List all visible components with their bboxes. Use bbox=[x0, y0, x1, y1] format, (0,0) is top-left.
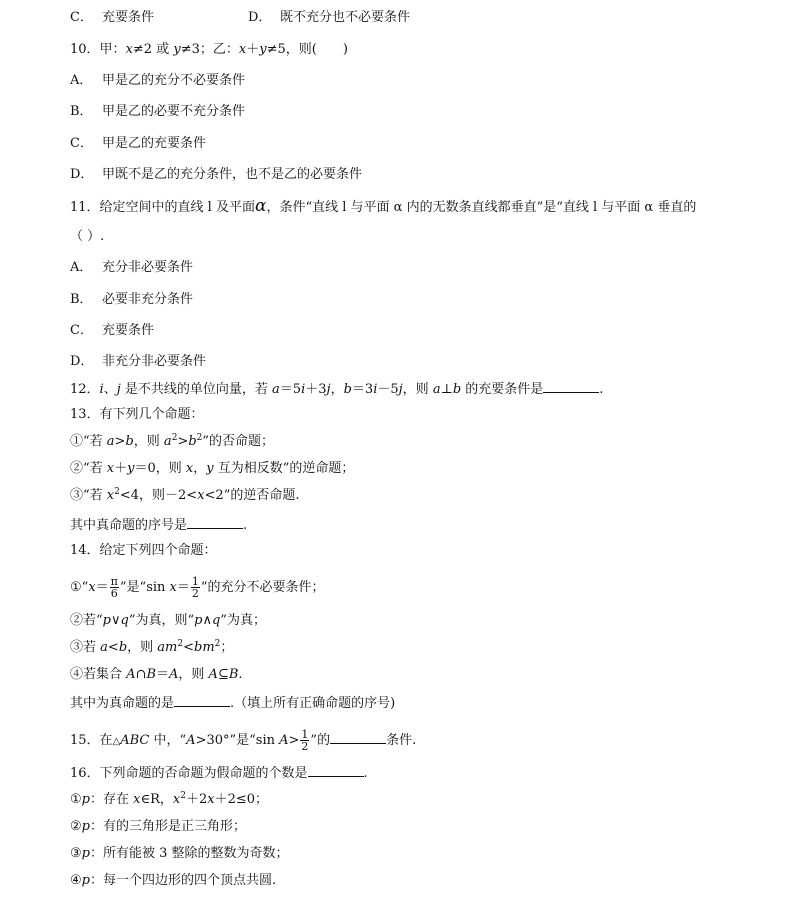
text-fragment: 13．有下列几个命题： bbox=[70, 407, 204, 422]
text-fragment: x bbox=[88, 580, 96, 595]
q11-option-b bbox=[70, 292, 193, 308]
q14-title bbox=[70, 543, 217, 559]
text-fragment: a bbox=[432, 382, 441, 397]
q13-item-2 bbox=[70, 461, 354, 477]
text-fragment: ； bbox=[220, 640, 234, 655]
text-fragment: x bbox=[106, 488, 115, 503]
text-fragment: 必要非充分条件 bbox=[102, 292, 194, 307]
text-fragment: 条件. bbox=[386, 733, 417, 748]
text-fragment: p bbox=[81, 792, 90, 807]
q14-item-1 bbox=[70, 576, 325, 599]
text-fragment: ＝3 bbox=[351, 382, 374, 397]
text-fragment: 既不充分也不必要条件 bbox=[280, 10, 411, 25]
text-fragment: －5 bbox=[377, 382, 399, 397]
text-fragment: ⊥ bbox=[440, 382, 453, 397]
text-fragment: 2 bbox=[171, 433, 178, 443]
text-fragment: am bbox=[157, 640, 178, 655]
text-fragment: ②“若 bbox=[70, 461, 107, 476]
text-fragment: ③“若 bbox=[70, 488, 107, 503]
answer-blank bbox=[174, 694, 230, 707]
text-fragment: ”是“sin bbox=[119, 580, 170, 595]
q12-stem bbox=[70, 380, 603, 398]
q11-option-d bbox=[70, 354, 206, 370]
text-fragment: ＝5 bbox=[279, 382, 302, 397]
text-fragment: x bbox=[238, 42, 247, 57]
text-fragment: a bbox=[100, 640, 108, 655]
q16-item-1 bbox=[70, 792, 268, 808]
text-fragment: i bbox=[301, 382, 306, 397]
text-fragment: ，则 bbox=[178, 667, 209, 682]
text-fragment: （ ）. bbox=[70, 229, 105, 244]
q11-option-a bbox=[70, 260, 193, 276]
text-fragment: A． bbox=[70, 260, 93, 275]
text-fragment: D． bbox=[70, 354, 94, 369]
text-fragment: ②若“ bbox=[70, 613, 103, 628]
text-fragment: π bbox=[110, 575, 118, 588]
text-fragment: ”的充分不必要条件； bbox=[200, 580, 325, 595]
text-fragment: 甲是乙的充分不必要条件 bbox=[102, 73, 246, 88]
text-fragment: x bbox=[125, 42, 133, 57]
q14-answer bbox=[70, 694, 395, 712]
text-fragment: . bbox=[363, 766, 368, 781]
text-fragment: b bbox=[343, 382, 352, 397]
text-fragment: 是不共线的单位向量，若 bbox=[120, 382, 273, 397]
text-fragment: 充要条件 bbox=[102, 323, 155, 338]
text-fragment: j bbox=[398, 382, 403, 397]
text-fragment: ① bbox=[70, 792, 82, 807]
text-fragment: q bbox=[211, 613, 221, 628]
text-fragment: C． bbox=[70, 10, 93, 25]
text-fragment: y bbox=[127, 461, 135, 476]
text-fragment: C． bbox=[70, 323, 93, 338]
text-fragment: x bbox=[185, 461, 194, 476]
text-fragment: ③ bbox=[70, 846, 82, 861]
text-fragment: < bbox=[107, 640, 119, 655]
text-fragment: ⊆ bbox=[217, 667, 229, 682]
text-fragment: ∩ bbox=[135, 667, 147, 682]
text-fragment: p bbox=[81, 819, 90, 834]
text-fragment: ② bbox=[70, 819, 82, 834]
q10-option-a bbox=[70, 73, 245, 89]
q10-option-c bbox=[70, 136, 206, 152]
q16-title bbox=[70, 764, 368, 782]
text-fragment: A bbox=[126, 667, 136, 682]
text-fragment: x bbox=[169, 580, 177, 595]
text-fragment: . bbox=[243, 518, 248, 533]
fraction bbox=[110, 576, 119, 599]
text-fragment: A bbox=[279, 733, 289, 748]
q16-item-4 bbox=[70, 873, 276, 889]
text-fragment: 15．在 bbox=[70, 733, 113, 748]
text-fragment: 的充要条件是 bbox=[461, 382, 544, 397]
text-fragment: α bbox=[254, 196, 267, 216]
text-fragment: 甲是乙的必要不充分条件 bbox=[102, 104, 246, 119]
text-fragment: 甲： bbox=[99, 42, 126, 57]
text-fragment: A bbox=[208, 667, 218, 682]
text-fragment: a bbox=[272, 382, 280, 397]
text-fragment: 2 bbox=[177, 639, 184, 649]
text-fragment: ， bbox=[330, 382, 344, 397]
text-fragment: ＋2 bbox=[185, 792, 208, 807]
text-fragment: C． bbox=[70, 136, 93, 151]
text-fragment: b bbox=[188, 434, 197, 449]
q16-item-3 bbox=[70, 846, 289, 862]
text-fragment: 甲既不是乙的充分条件，也不是乙的必要条件 bbox=[102, 167, 363, 182]
text-fragment: 11．给定空间中的直线 l 及平面 bbox=[70, 200, 255, 215]
text-fragment: x bbox=[172, 792, 181, 807]
text-fragment: > bbox=[114, 434, 126, 449]
text-fragment: 甲是乙的充要条件 bbox=[102, 136, 207, 151]
q14-item-4 bbox=[70, 667, 243, 683]
text-fragment: ：有的三角形是正三角形； bbox=[89, 819, 246, 834]
text-fragment: ”的否命题； bbox=[202, 434, 275, 449]
text-fragment: 其中为真命题的是 bbox=[70, 696, 175, 711]
text-fragment: B bbox=[146, 667, 156, 682]
q16-item-2 bbox=[70, 819, 246, 835]
text-fragment: 2 bbox=[180, 791, 186, 801]
text-fragment: 2 bbox=[214, 639, 221, 649]
text-fragment: ＝0，则 bbox=[134, 461, 186, 476]
text-fragment: 2 bbox=[301, 740, 309, 753]
text-fragment: . bbox=[599, 382, 604, 397]
text-fragment: 12． bbox=[70, 382, 100, 397]
text-fragment: ④若集合 bbox=[70, 667, 127, 682]
q13-title bbox=[70, 407, 204, 423]
text-fragment: ”为真，则“ bbox=[128, 613, 195, 628]
text-fragment: b bbox=[125, 434, 134, 449]
text-fragment: i bbox=[99, 382, 104, 397]
q11-option-c bbox=[70, 323, 154, 339]
text-fragment: ∨ bbox=[110, 613, 121, 628]
fraction bbox=[191, 576, 200, 599]
text-fragment: b bbox=[452, 382, 462, 397]
text-fragment: <2”的逆否命题. bbox=[204, 488, 300, 503]
q13-item-1 bbox=[70, 434, 274, 450]
q13-item-3 bbox=[70, 488, 299, 504]
q10-option-d bbox=[70, 167, 362, 183]
text-fragment: p bbox=[81, 846, 90, 861]
text-fragment: . bbox=[238, 667, 243, 682]
text-fragment: ∧ bbox=[202, 613, 212, 628]
text-fragment: ≠2 或 bbox=[132, 42, 174, 57]
text-fragment: 10． bbox=[70, 42, 100, 57]
text-fragment: ：每一个四边形的四个顶点共圆. bbox=[89, 873, 277, 888]
text-fragment: 非充分非必要条件 bbox=[102, 354, 207, 369]
text-fragment: 2 bbox=[196, 433, 203, 443]
q15-stem bbox=[70, 729, 416, 752]
text-fragment: ”为真； bbox=[220, 613, 266, 628]
text-fragment: ， bbox=[193, 461, 207, 476]
q14-item-3 bbox=[70, 640, 233, 656]
text-fragment: 互为相反数”的逆命题； bbox=[213, 461, 355, 476]
text-fragment: < bbox=[183, 640, 194, 655]
fraction bbox=[300, 729, 309, 752]
text-fragment: q bbox=[120, 613, 129, 628]
text-fragment: >30°”是“sin bbox=[195, 733, 280, 748]
text-fragment: ，则 bbox=[133, 434, 164, 449]
text-fragment: ＝ bbox=[176, 580, 190, 595]
text-fragment: j bbox=[326, 382, 331, 397]
text-fragment: 6 bbox=[110, 587, 118, 600]
text-fragment: A． bbox=[70, 73, 93, 88]
text-fragment: ＋ bbox=[246, 42, 260, 57]
text-fragment: a bbox=[106, 434, 115, 449]
text-fragment: 14．给定下列四个命题： bbox=[70, 543, 217, 558]
text-fragment: 2 bbox=[191, 587, 199, 600]
text-fragment: ，则 bbox=[402, 382, 433, 397]
text-fragment: ：存在 bbox=[89, 792, 134, 807]
text-fragment: ≠5，则( ) bbox=[266, 42, 348, 57]
text-fragment: <4，则－2< bbox=[119, 488, 198, 503]
text-fragment: 2 bbox=[114, 487, 120, 497]
text-fragment: A bbox=[186, 733, 196, 748]
answer-blank bbox=[543, 380, 599, 393]
text-fragment: y bbox=[173, 42, 181, 57]
text-fragment: B． bbox=[70, 292, 93, 307]
text-fragment: B． bbox=[70, 104, 93, 119]
text-fragment: ＝ bbox=[95, 580, 109, 595]
text-fragment: ③若 bbox=[70, 640, 101, 655]
text-fragment: ，条件“直线 l 与平面 α 内的无数条直线都垂直”是“直线 l 与平面 α 垂直的 bbox=[266, 200, 697, 215]
text-fragment: y bbox=[259, 42, 267, 57]
text-fragment: ：所有能被 3 整除的整数为奇数； bbox=[89, 846, 289, 861]
text-fragment: 中，“ bbox=[149, 733, 187, 748]
text-fragment: x bbox=[133, 792, 141, 807]
text-fragment: ABC bbox=[120, 733, 150, 748]
text-fragment: > bbox=[288, 733, 300, 748]
q9-option-c bbox=[70, 10, 154, 26]
text-fragment: bm bbox=[194, 640, 215, 655]
text-fragment: x bbox=[207, 792, 215, 807]
text-fragment: a bbox=[163, 434, 172, 449]
text-fragment: j bbox=[116, 382, 121, 397]
text-fragment: B bbox=[228, 667, 239, 682]
text-fragment: ＋ bbox=[114, 461, 128, 476]
text-fragment: ④ bbox=[70, 873, 82, 888]
text-fragment: y bbox=[206, 461, 214, 476]
text-fragment: ”的 bbox=[310, 733, 331, 748]
text-fragment: D． bbox=[248, 10, 272, 25]
text-fragment: p bbox=[194, 613, 203, 628]
text-fragment: ①“若 bbox=[70, 434, 107, 449]
text-fragment: x bbox=[197, 488, 205, 503]
text-fragment: 、 bbox=[103, 382, 117, 397]
text-fragment: b bbox=[118, 640, 128, 655]
text-fragment: ＋2≤0； bbox=[214, 792, 269, 807]
text-fragment: .（填上所有正确命题的序号) bbox=[230, 696, 396, 711]
q10-stem bbox=[70, 42, 348, 58]
text-fragment: > bbox=[177, 434, 189, 449]
text-fragment: ＝ bbox=[156, 667, 170, 682]
text-fragment: 充分非必要条件 bbox=[102, 260, 194, 275]
text-fragment: ，则 bbox=[127, 640, 158, 655]
text-fragment: 1 bbox=[301, 728, 309, 741]
text-fragment: x bbox=[106, 461, 115, 476]
text-fragment: D． bbox=[70, 167, 94, 182]
text-fragment: 其中真命题的序号是 bbox=[70, 518, 188, 533]
text-fragment: ∈R， bbox=[140, 792, 173, 807]
answer-blank bbox=[330, 731, 386, 744]
answer-blank bbox=[308, 764, 364, 777]
q14-item-2 bbox=[70, 613, 266, 629]
text-fragment: i bbox=[373, 382, 378, 397]
text-fragment: ①“ bbox=[70, 580, 89, 595]
text-fragment: ≠3；乙： bbox=[180, 42, 239, 57]
text-fragment: p bbox=[81, 873, 90, 888]
q9-option-d bbox=[248, 10, 410, 26]
text-fragment: △ bbox=[112, 736, 121, 747]
text-fragment: p bbox=[102, 613, 111, 628]
text-fragment: 16．下列命题的否命题为假命题的个数是 bbox=[70, 766, 308, 781]
q13-answer bbox=[70, 516, 247, 534]
text-fragment: 1 bbox=[191, 575, 199, 588]
answer-blank bbox=[187, 516, 243, 529]
q11-stem-line1 bbox=[70, 198, 696, 216]
text-fragment: 充要条件 bbox=[102, 10, 155, 25]
text-fragment: ＋3 bbox=[305, 382, 327, 397]
q11-stem-line2 bbox=[70, 229, 104, 245]
q10-option-b bbox=[70, 104, 245, 120]
text-fragment: A bbox=[169, 667, 179, 682]
